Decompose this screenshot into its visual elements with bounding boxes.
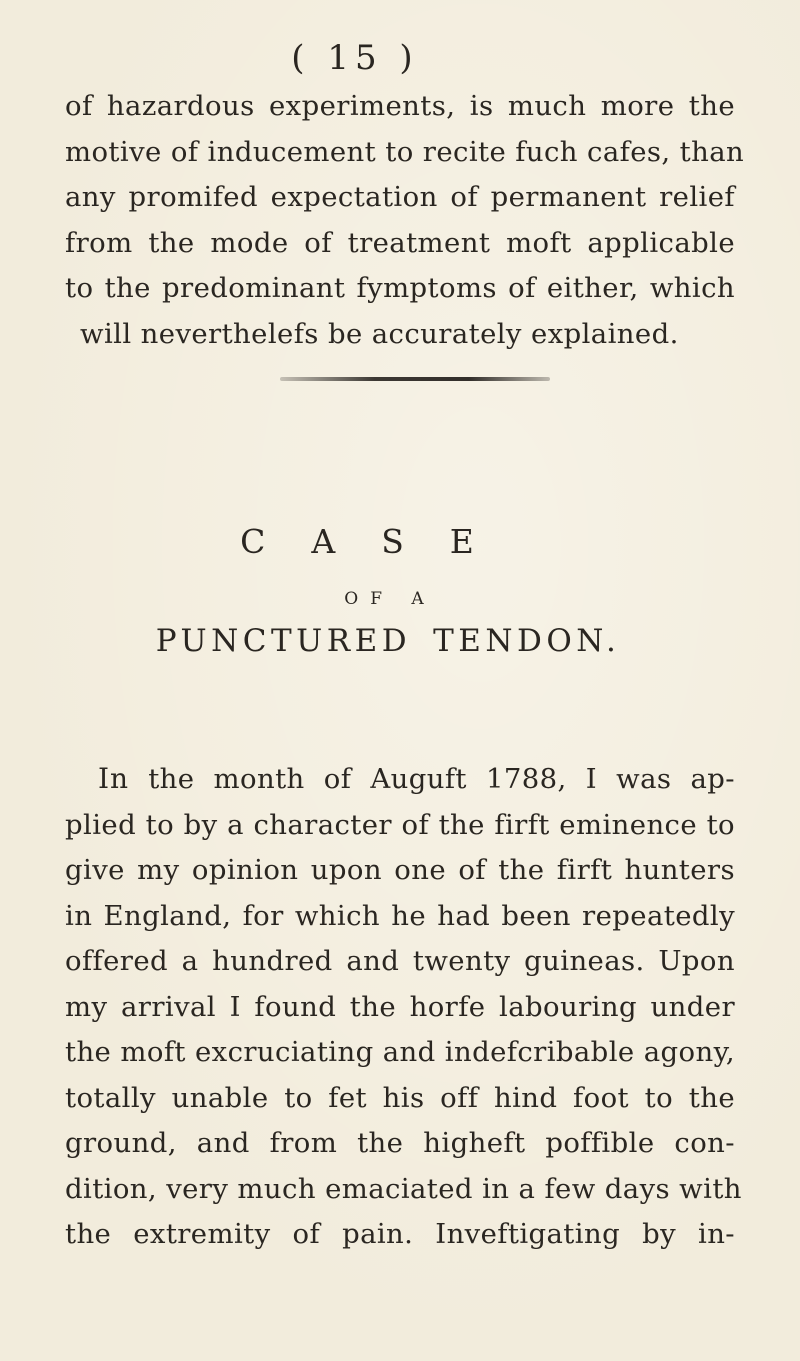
text-line: my arrival I found the horfe labouring under [65,990,735,1023]
text-line: offered a hundred and twenty guineas. Upon [65,945,735,977]
intro-paragraph [65,84,745,357]
text-line: motive of inducement to recite fuch cafes, than [65,135,745,168]
case-paragraph [65,756,742,1258]
text-line: give my opinion upon one of the firft hunters [65,854,735,886]
text-line: ground, and from the higheft poffible con- [65,1127,735,1159]
text-line: the extremity of pain. Inveftigating by in- [65,1218,735,1250]
section-divider-rule [280,377,550,381]
heading-title [0,623,788,659]
heading-title-word: TENDON. [433,623,621,659]
heading-case: CASE [240,522,520,561]
text-line-rest: the month of Auguft 1788, I was ap- [148,763,735,795]
heading-of-a: OF A [344,589,436,609]
heading-title-word: PUNCTURED [155,623,412,659]
text-line [65,756,735,803]
text-line: plied to by a character of the firft eminence to [65,808,735,841]
text-line: from the mode of treatment moft applicable [65,226,735,259]
text-line: dition, very much emaciated in a few days with [65,1172,742,1205]
text-line: to the predominant fymptoms of either, which [65,272,735,304]
text-line: totally unable to fet his off hind foot to the [65,1081,735,1114]
text-line: the moft excruciating and indefcribable agony, [65,1036,735,1068]
text-line: of hazardous experiments, is much more the [65,90,735,122]
text-line: any promifed expectation of permanent relief [65,181,735,213]
page-number: ( 15 ) [291,38,419,78]
drop-word: In [98,762,130,795]
text-line: in England, for which he had been repeatedly [65,899,735,932]
text-line: will neverthelefs be accurately explained. [80,317,679,350]
